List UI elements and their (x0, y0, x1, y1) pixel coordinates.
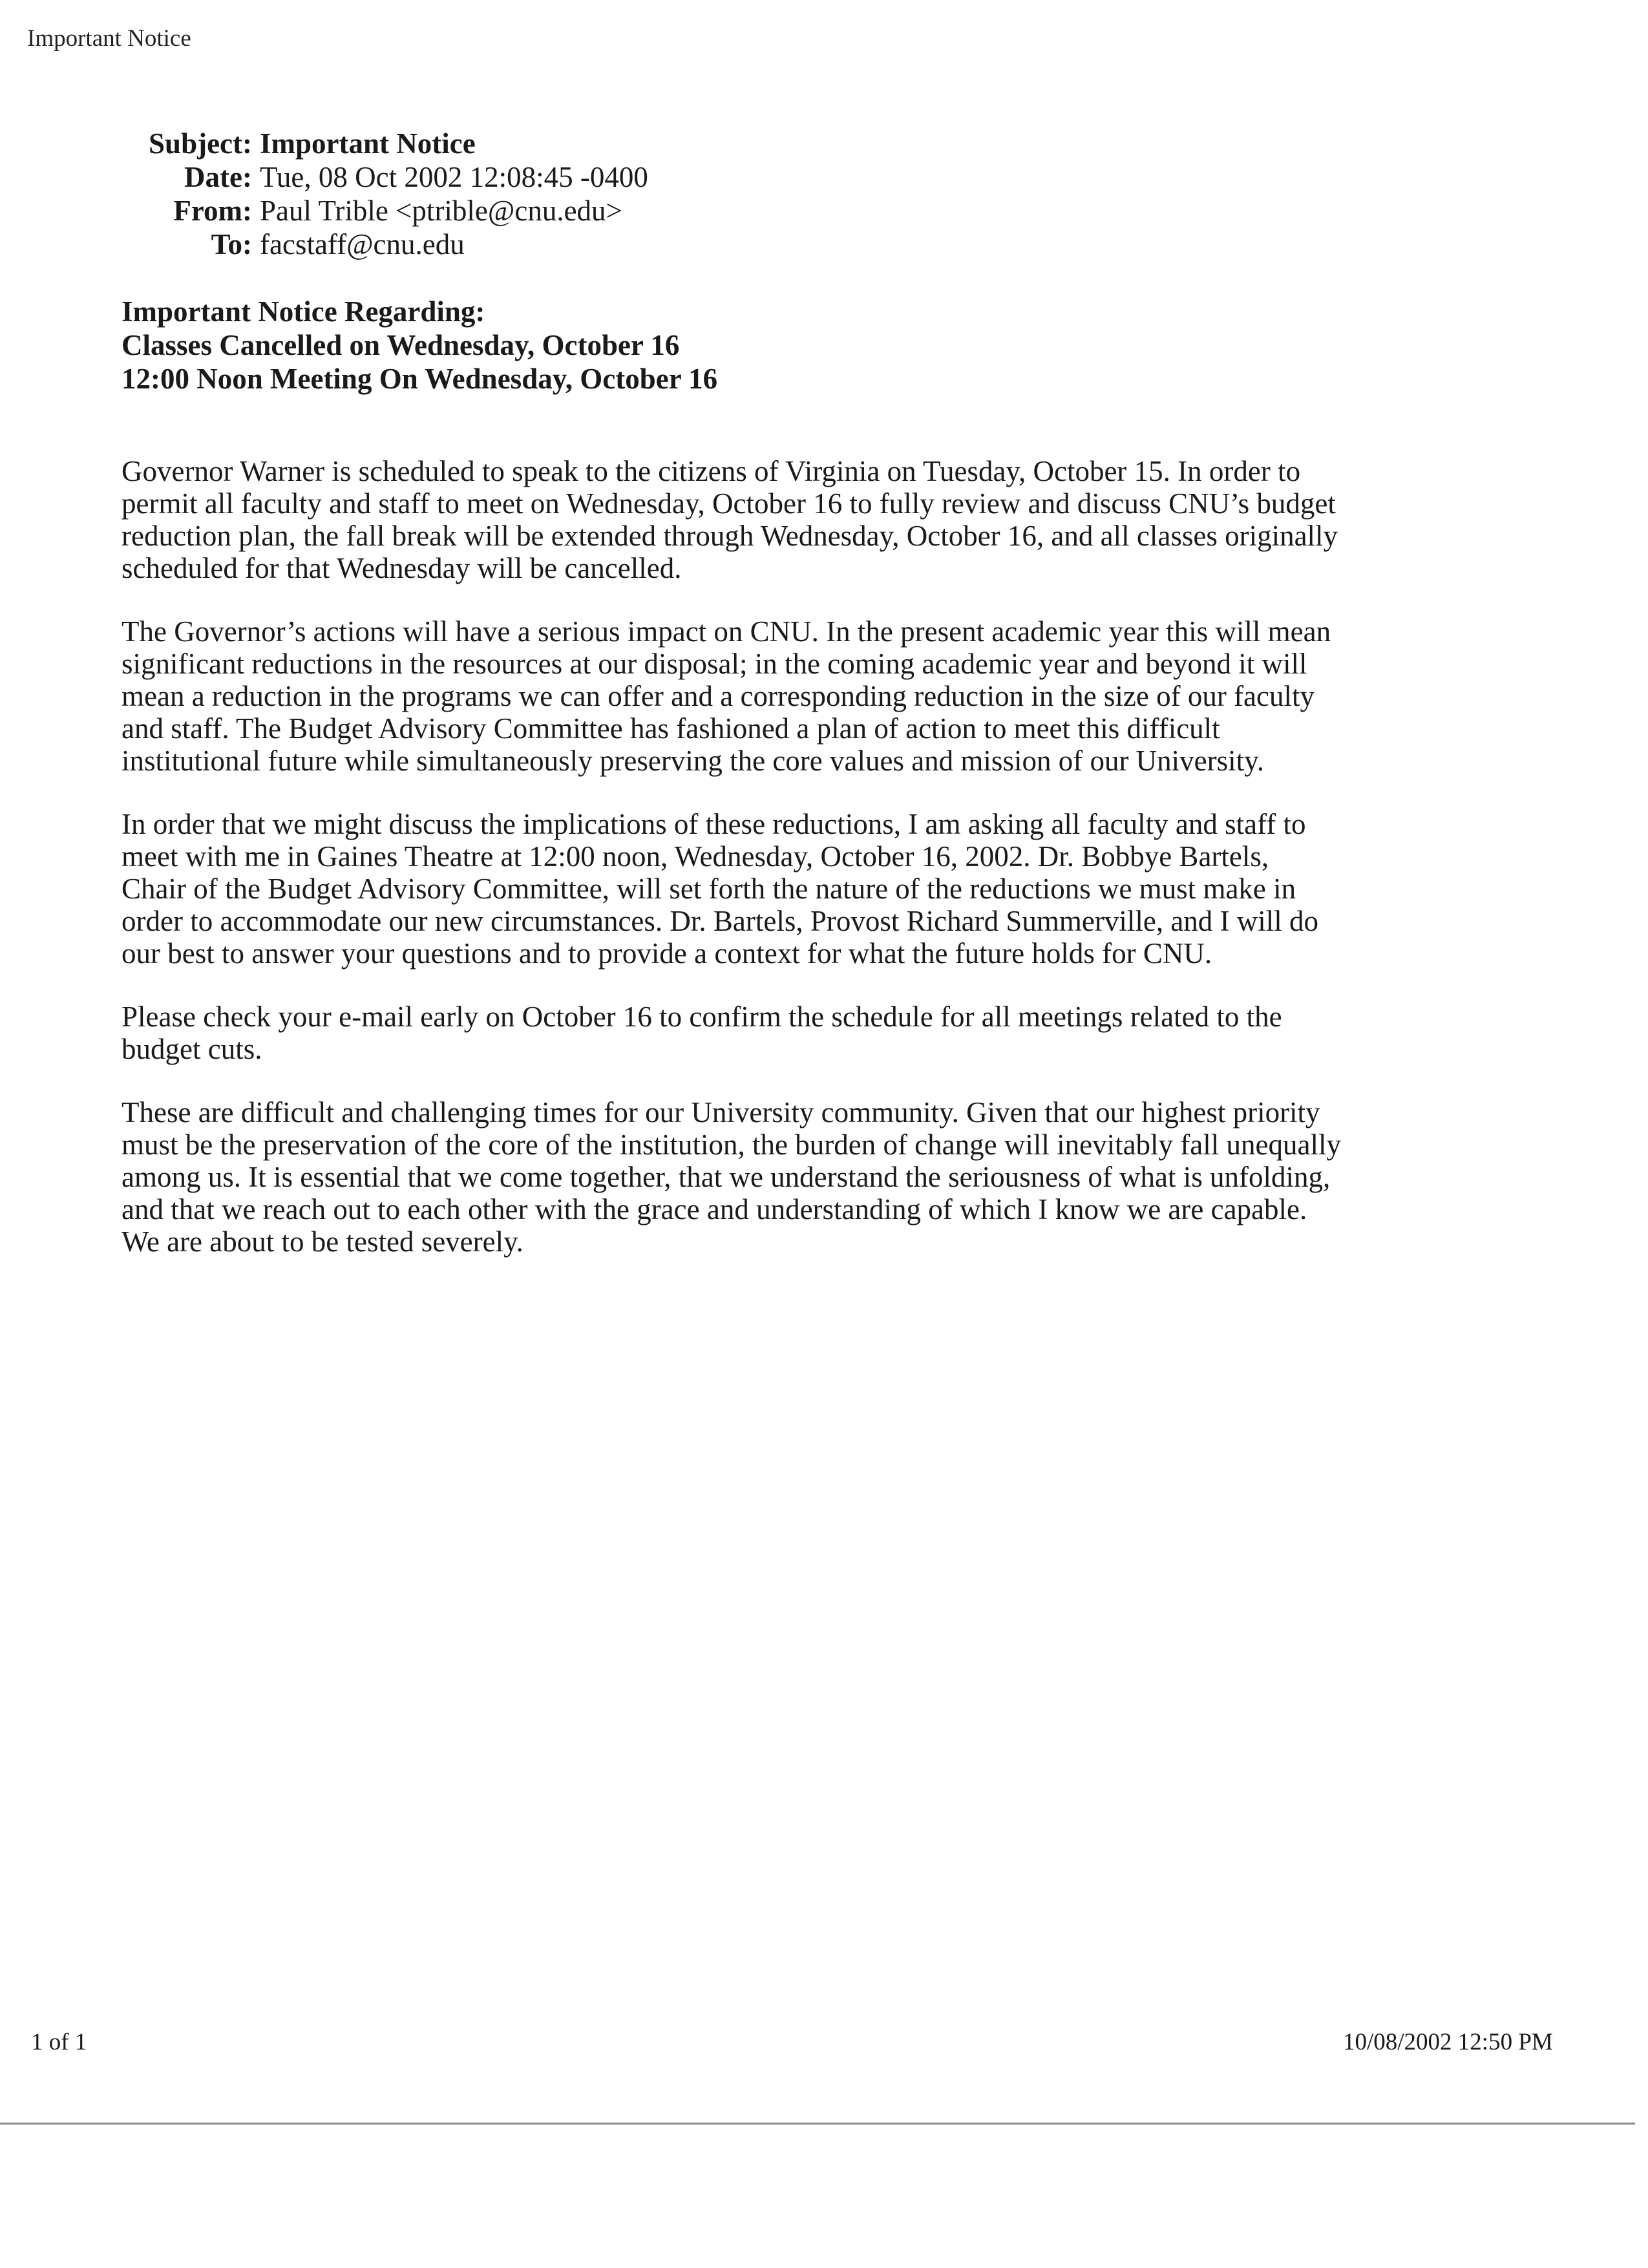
date-value: Tue, 08 Oct 2002 12:08:45 -0400 (260, 161, 648, 193)
message-body (121, 455, 1517, 1289)
paragraph-line: reduction plan, the fall break will be extended through Wednesday, October 16, and all classes originally (121, 520, 1338, 552)
paragraph-line: Governor Warner is scheduled to speak to the citizens of Virginia on Tuesday, October 15. In order to (121, 455, 1301, 487)
paragraph-line: order to accommodate our new circumstances. Dr. Bartels, Provost Richard Summerville, and I will do (121, 905, 1319, 937)
message-paragraph (121, 615, 1517, 777)
paragraph-line: mean a reduction in the programs we can offer and a corresponding reduction in the size of our faculty (121, 680, 1315, 712)
message-paragraph (121, 1096, 1517, 1258)
notice-heading-line-1: Important Notice Regarding: (121, 295, 485, 328)
from-label: From: (173, 195, 252, 227)
email-headers (129, 127, 648, 261)
notice-heading-line-2: Classes Cancelled on Wednesday, October 16 (121, 329, 680, 361)
paragraph-line: Chair of the Budget Advisory Committee, will set forth the nature of the reductions we must make in (121, 873, 1296, 905)
to-value: facstaff@cnu.edu (260, 228, 465, 260)
to-label: To: (211, 228, 252, 260)
paragraph-line: and staff. The Budget Advisory Committee has fashioned a plan of action to meet this difficult (121, 712, 1220, 745)
paragraph-line: In order that we might discuss the implications of these reductions, I am asking all faculty and staff to (121, 808, 1306, 840)
paragraph-line: among us. It is essential that we come together, that we understand the seriousness of what is unfolding, (121, 1161, 1331, 1193)
from-row (129, 194, 648, 228)
message-paragraph (121, 808, 1517, 970)
paragraph-line: budget cuts. (121, 1033, 262, 1065)
paragraph-line: meet with me in Gaines Theatre at 12:00 noon, Wednesday, October 16, 2002. Dr. Bobbye Bartels, (121, 840, 1269, 873)
paragraph-line: our best to answer your questions and to provide a context for what the future holds for CNU. (121, 937, 1212, 970)
paragraph-line: We are about to be tested severely. (121, 1225, 523, 1258)
page-number: 1 of 1 (31, 2029, 87, 2055)
from-value: Paul Trible <ptrible@cnu.edu> (260, 195, 622, 227)
to-row (129, 228, 648, 261)
print-timestamp: 10/08/2002 12:50 PM (1343, 2029, 1553, 2055)
paragraph-line: permit all faculty and staff to meet on Wednesday, October 16 to fully review and discuss CNU’s budget (121, 487, 1336, 520)
message-paragraph (121, 455, 1517, 584)
message-paragraph (121, 1001, 1517, 1065)
date-row (129, 160, 648, 194)
paragraph-line: scheduled for that Wednesday will be cancelled. (121, 552, 682, 584)
date-label: Date: (184, 161, 252, 193)
paragraph-line: Please check your e-mail early on October 16 to confirm the schedule for all meetings related to the (121, 1001, 1282, 1033)
paragraph-line: and that we reach out to each other with the grace and understanding of which I know we are capable. (121, 1193, 1307, 1225)
paragraph-line: institutional future while simultaneously preserving the core values and mission of our University. (121, 745, 1264, 777)
subject-value: Important Notice (260, 127, 476, 160)
page-header: Important Notice (27, 25, 191, 52)
paragraph-line: significant reductions in the resources at our disposal; in the coming academic year and beyond it will (121, 648, 1307, 680)
notice-heading (121, 295, 717, 396)
scan-edge-divider (0, 2123, 1635, 2125)
paragraph-line: The Governor’s actions will have a serious impact on CNU. In the present academic year this will mean (121, 615, 1331, 648)
subject-row (129, 127, 648, 160)
subject-label: Subject: (149, 127, 252, 160)
paragraph-line: must be the preservation of the core of the institution, the burden of change will inevitably fall unequally (121, 1129, 1341, 1161)
paragraph-line: These are difficult and challenging times for our University community. Given that our highest priority (121, 1096, 1320, 1129)
notice-heading-line-3: 12:00 Noon Meeting On Wednesday, October 16 (121, 363, 718, 395)
